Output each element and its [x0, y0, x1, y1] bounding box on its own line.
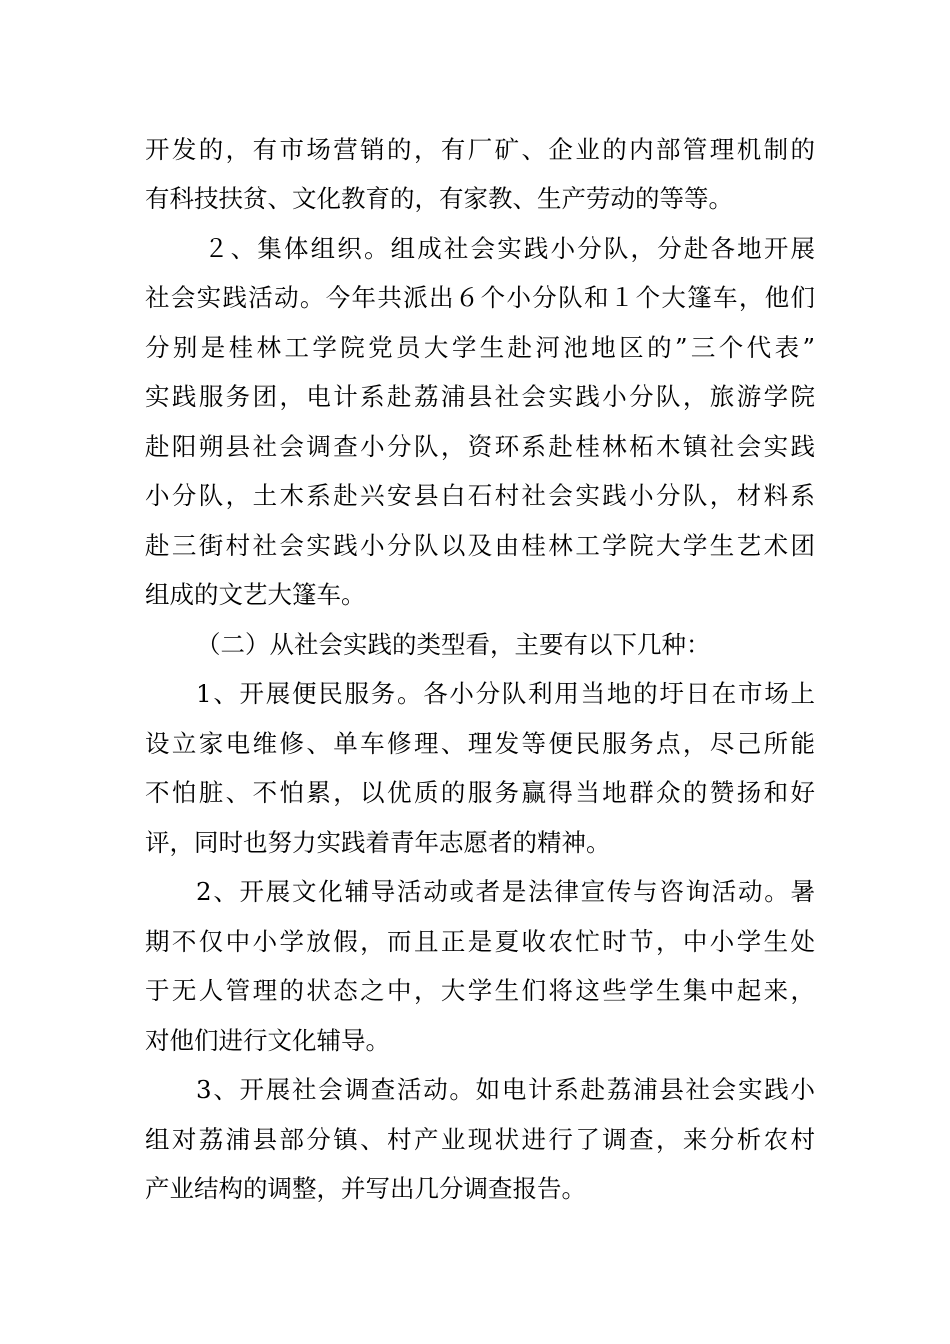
text-line: 小分队，土木系赴兴安县白石村社会实践小分队，材料系 [145, 481, 815, 510]
section-heading: （二）从社会实践的类型看，主要有以下几种： [196, 630, 711, 659]
text-line: 社会实践活动。今年共派出６个小分队和１个大篷车，他们 [145, 283, 815, 312]
text-line: 于无人管理的状态之中，大学生们将这些学生集中起来， [145, 976, 815, 1005]
text-line: 产业结构的调整，并写出几分调查报告。 [145, 1174, 586, 1203]
text-line: 赴三街村社会实践小分队以及由桂林工学院大学生艺术团 [145, 531, 815, 560]
text-line: 开发的，有市场营销的，有厂矿、企业的内部管理机制的 [145, 135, 815, 164]
text-line: 设立家电维修、单车修理、理发等便民服务点，尽己所能 [145, 729, 815, 758]
text-line: 分别是桂林工学院党员大学生赴河池地区的”三个代表” [145, 333, 815, 362]
text-line: 赴阳朔县社会调查小分队，资环系赴桂林柘木镇社会实践 [145, 432, 815, 461]
text-line: 3、开展社会调查活动。如电计系赴荔浦县社会实践小 [196, 1075, 815, 1104]
text-line: 对他们进行文化辅导。 [145, 1026, 390, 1055]
text-line: 1、开展便民服务。各小分队利用当地的圩日在市场上 [196, 679, 815, 708]
text-line: ２、集体组织。组成社会实践小分队，分赴各地开展 [204, 234, 815, 263]
text-line: 组对荔浦县部分镇、村产业现状进行了调查，来分析农村 [145, 1125, 815, 1154]
text-line: 组成的文艺大篷车。 [145, 580, 366, 609]
text-line: 评，同时也努力实践着青年志愿者的精神。 [145, 828, 611, 857]
text-line: 有科技扶贫、文化教育的，有家教、生产劳动的等等。 [145, 184, 733, 213]
text-line: 实践服务团，电计系赴荔浦县社会实践小分队，旅游学院 [145, 382, 815, 411]
text-line: 期不仅中小学放假，而且正是夏收农忙时节，中小学生处 [145, 927, 815, 956]
text-line: 不怕脏、不怕累，以优质的服务赢得当地群众的赞扬和好 [145, 778, 815, 807]
text-line: 2、开展文化辅导活动或者是法律宣传与咨询活动。暑 [196, 877, 815, 906]
